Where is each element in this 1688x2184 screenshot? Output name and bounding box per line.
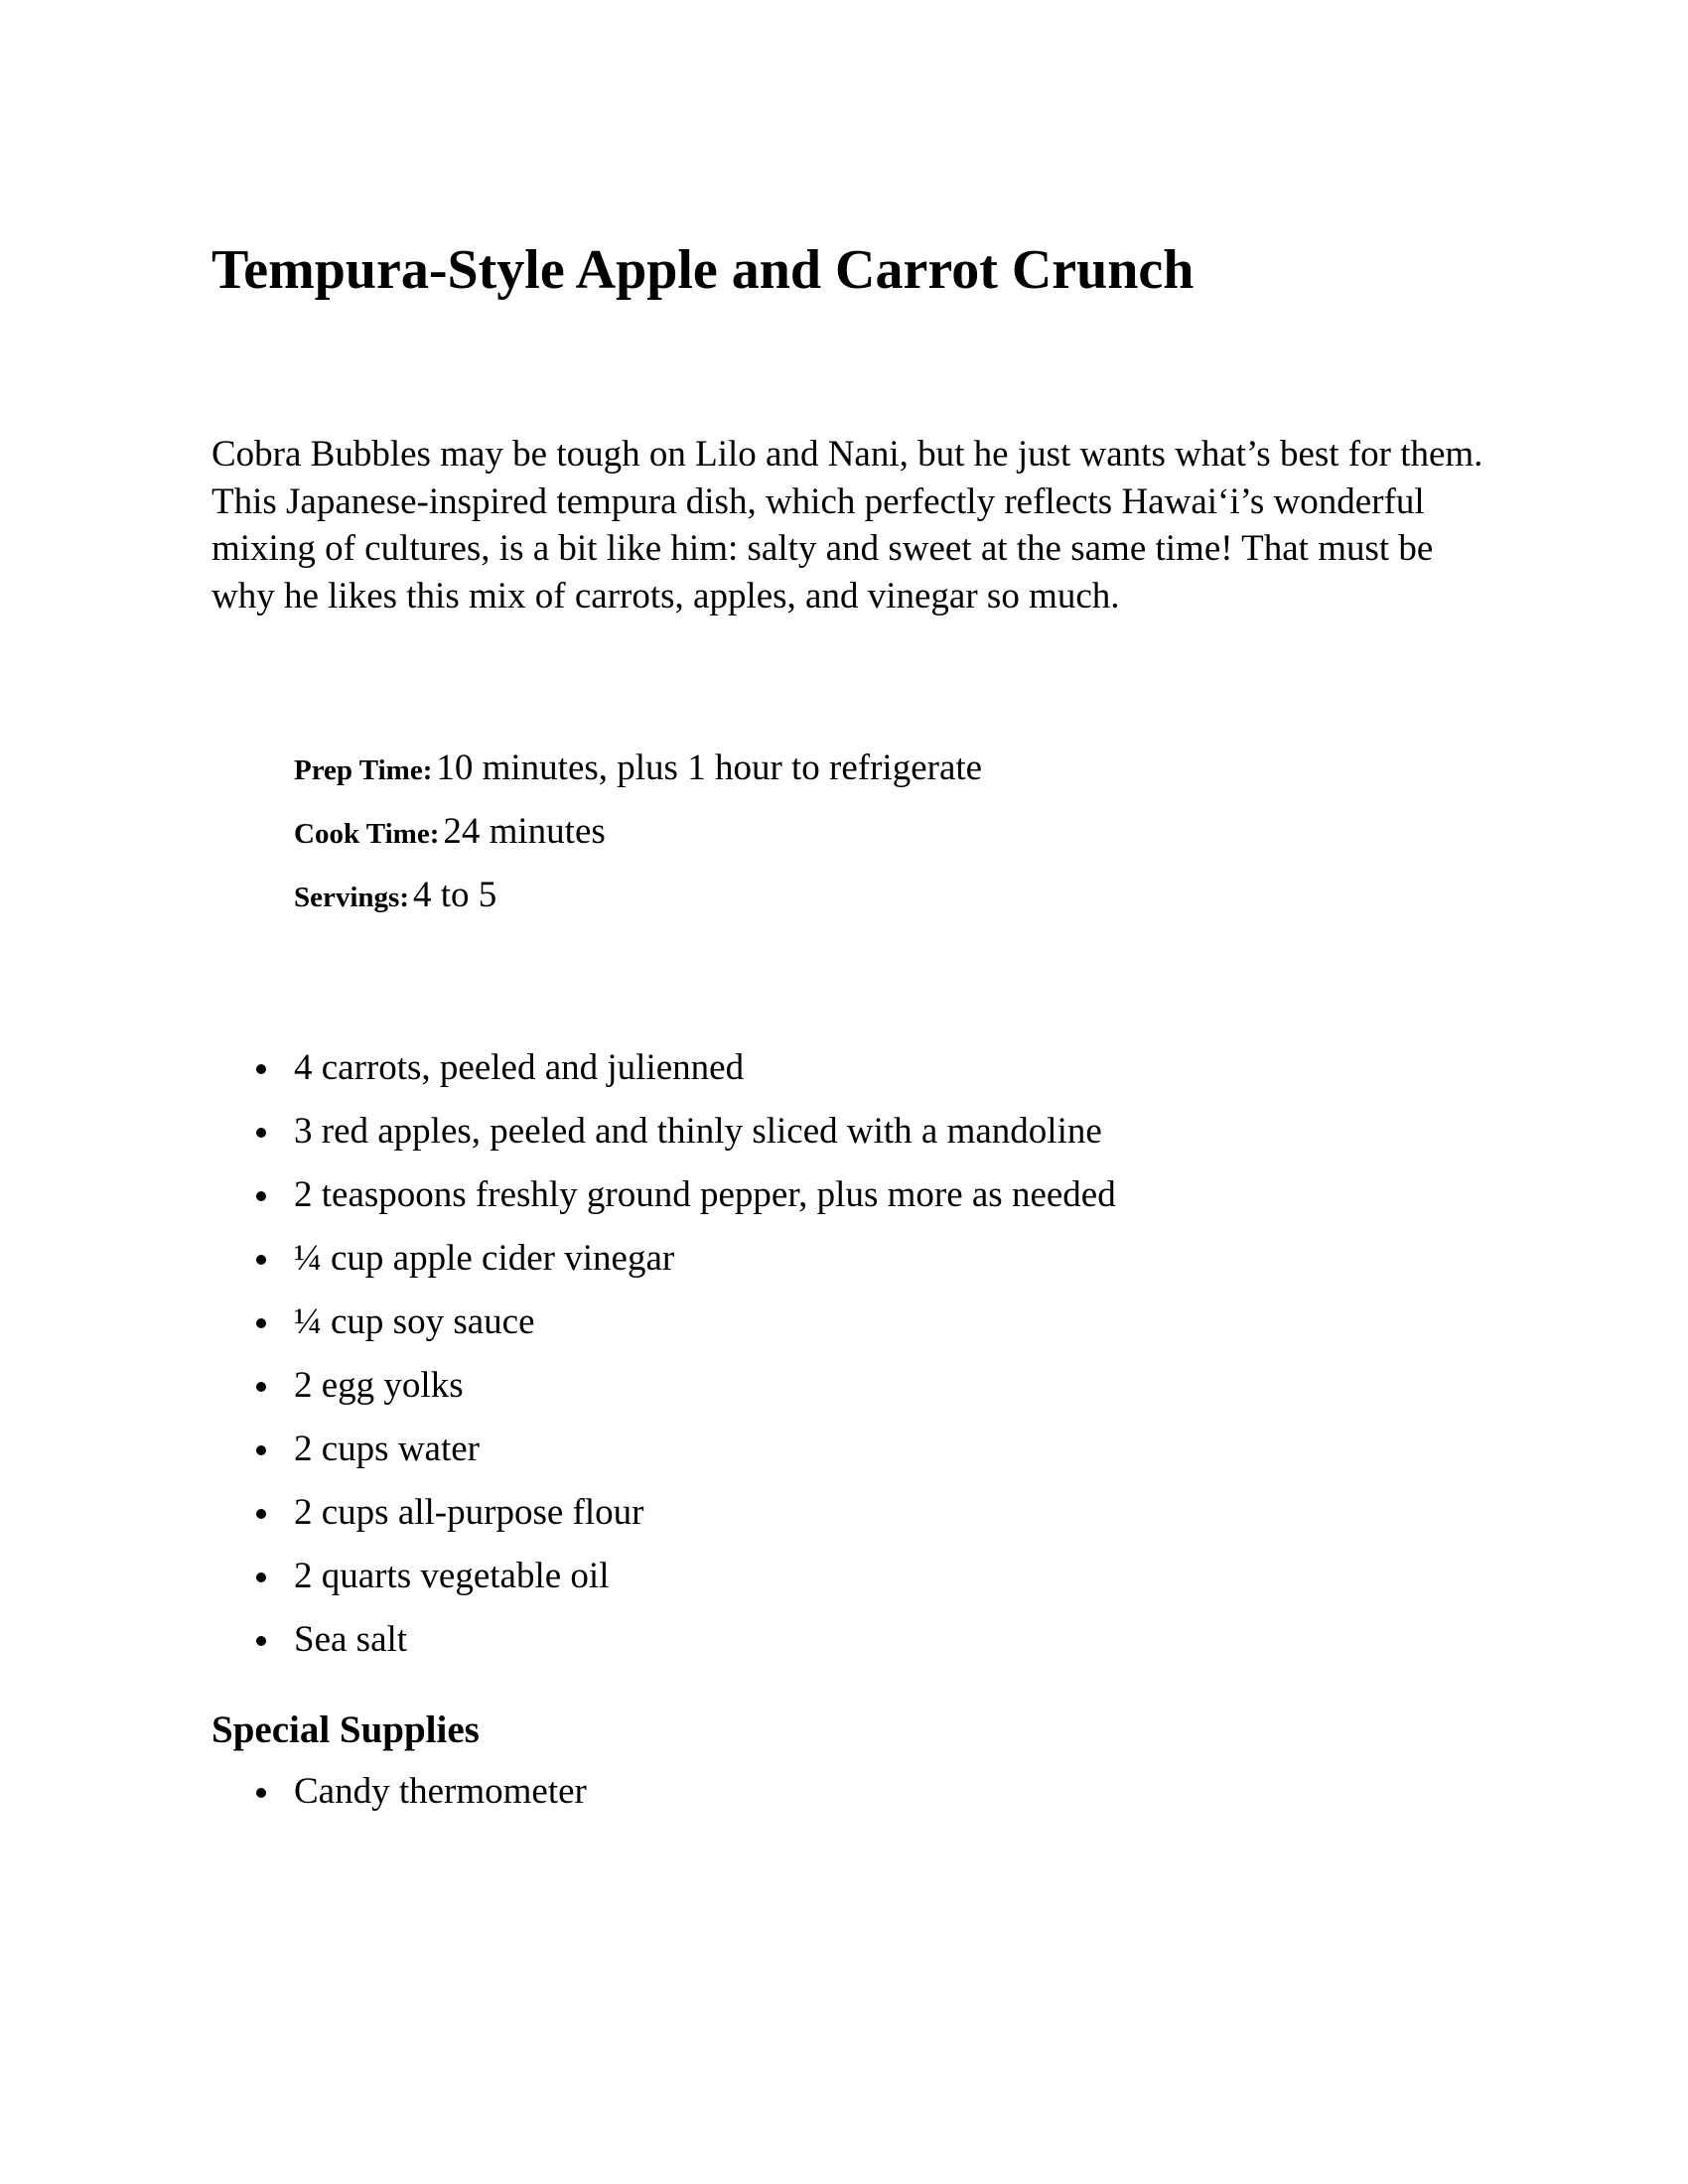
servings (294, 874, 1485, 916)
servings-value: 4 to 5 (413, 875, 497, 915)
ingredient-text: 3 red apples, peeled and thinly sliced with a mandoline (294, 1111, 1102, 1152)
bullet-icon (256, 1445, 266, 1455)
ingredient-text: ¼ cup apple cider vinegar (294, 1238, 675, 1279)
ingredient-text: 2 teaspoons freshly ground pepper, plus more as needed (294, 1174, 1116, 1215)
supply-text: Candy thermometer (294, 1771, 587, 1812)
ingredient-text: 4 carrots, peeled and julienned (294, 1047, 745, 1088)
cook-time-value: 24 minutes (443, 811, 606, 852)
bullet-icon (256, 1318, 266, 1328)
cook-time-label: Cook Time: (294, 818, 440, 850)
servings-label: Servings: (294, 882, 409, 913)
ingredient-text: 2 quarts vegetable oil (294, 1556, 610, 1596)
bullet-icon (256, 1509, 266, 1519)
bullet-icon (256, 1788, 266, 1798)
ingredient-text: Sea salt (294, 1619, 408, 1660)
bullet-icon (256, 1064, 266, 1074)
cook-time (294, 810, 1485, 853)
ingredient-text: ¼ cup soy sauce (294, 1301, 535, 1342)
prep-time-label: Prep Time: (294, 754, 433, 786)
bullet-icon (256, 1636, 266, 1646)
prep-time (294, 747, 1485, 789)
recipe-title: Tempura-Style Apple and Carrot Crunch (211, 239, 1195, 301)
bullet-icon (256, 1255, 266, 1265)
special-supplies-heading: Special Supplies (211, 1708, 480, 1751)
recipe-intro: Cobra Bubbles may be tough on Lilo and Nani, but he just wants what’s best for them. This Japanese-inspired tempura dish, which perfectly reflects Hawai‘i’s wonderful mixing of cultures, is a bit like him: salty and sweet at the same time! That must be why he likes this mix of carrots, apples, and vinegar so much. (211, 434, 1483, 616)
prep-time-value: 10 minutes, plus 1 hour to refrigerate (436, 748, 983, 788)
bullet-icon (256, 1572, 266, 1582)
ingredient-text: 2 egg yolks (294, 1365, 464, 1406)
ingredient-text: 2 cups all-purpose flour (294, 1492, 644, 1533)
ingredient-text: 2 cups water (294, 1429, 480, 1469)
bullet-icon (256, 1191, 266, 1201)
bullet-icon (256, 1128, 266, 1138)
bullet-icon (256, 1382, 266, 1392)
